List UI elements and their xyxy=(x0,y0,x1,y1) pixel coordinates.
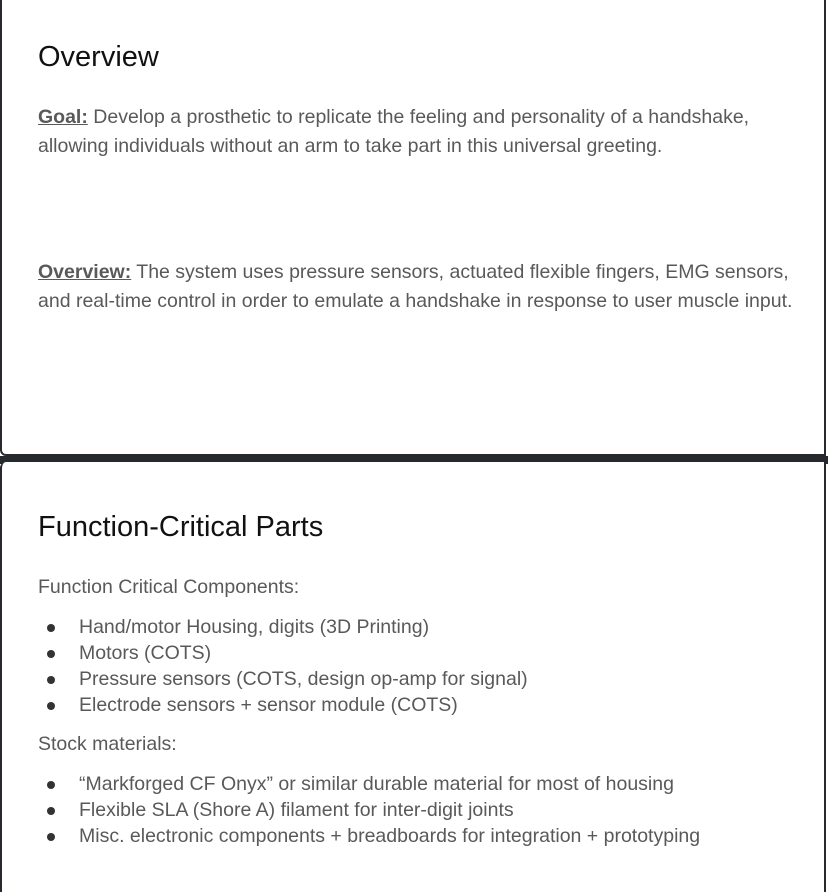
overview-paragraph xyxy=(38,258,808,315)
overview-text: The system uses pressure sensors, actuated flexible fingers, EMG sensors, and real-time control in order to emulate a handshake in response to user muscle input. xyxy=(38,261,793,312)
components-heading: Function Critical Components: xyxy=(38,576,300,598)
goal-label: Goal: xyxy=(38,106,88,128)
overview-title: Overview xyxy=(38,41,159,73)
list-item: Motors (COTS) xyxy=(38,640,528,666)
goal-text: Develop a prosthetic to replicate the feeling and personality of a handshake, allowing individuals without an arm to take part in this universal greeting. xyxy=(38,106,750,157)
goal-paragraph xyxy=(38,103,808,160)
components-list xyxy=(38,614,528,718)
parts-slide xyxy=(0,462,826,892)
list-item: “Markforged CF Onyx” or similar durable material for most of housing xyxy=(38,771,700,797)
bullet-icon xyxy=(47,807,55,815)
parts-title: Function-Critical Parts xyxy=(38,511,324,543)
list-item: Pressure sensors (COTS, design op-amp for signal) xyxy=(38,666,528,692)
list-item: Hand/motor Housing, digits (3D Printing) xyxy=(38,614,528,640)
bullet-icon xyxy=(47,676,55,684)
list-item: Misc. electronic components + breadboards for integration + prototyping xyxy=(38,823,700,849)
materials-heading: Stock materials: xyxy=(38,733,177,755)
bullet-icon xyxy=(47,650,55,658)
materials-list xyxy=(38,771,700,849)
overview-label: Overview: xyxy=(38,261,132,283)
bullet-icon xyxy=(47,781,55,789)
bullet-icon xyxy=(47,833,55,841)
list-item: Flexible SLA (Shore A) filament for inter-digit joints xyxy=(38,797,700,823)
list-item: Electrode sensors + sensor module (COTS) xyxy=(38,692,528,718)
bullet-icon xyxy=(47,702,55,710)
bullet-icon xyxy=(47,624,55,632)
